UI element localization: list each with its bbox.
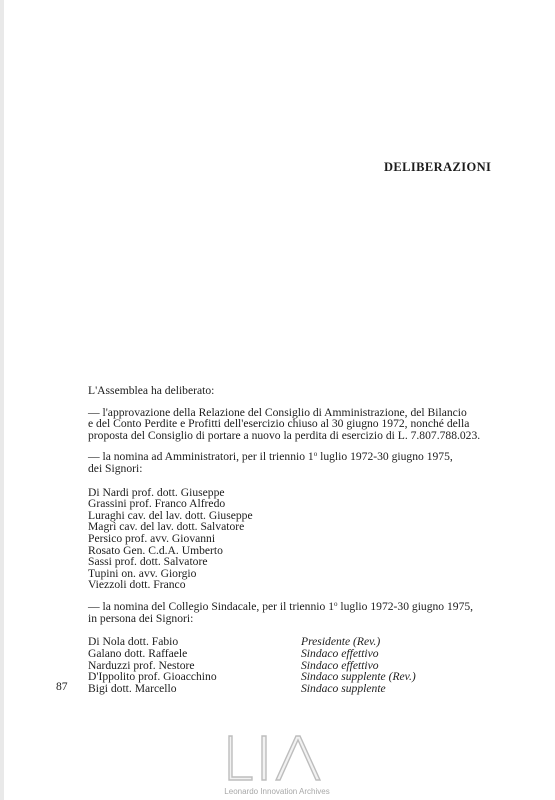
list-item xyxy=(88,683,488,695)
list-item: Viezzoli dott. Franco xyxy=(88,578,186,592)
paragraph-line: proposta del Consiglio di portare a nuovo la perdita di esercizio di L. 7.807.788.023. xyxy=(88,428,481,442)
paragraph-line: — l'approvazione della Relazione del Consiglio di Amministrazione, del Bilancio xyxy=(88,405,467,419)
list-item: Grassini prof. Franco Alfredo xyxy=(88,497,226,511)
directors-list xyxy=(88,487,488,591)
list-item: Luraghi cav. del lav. dott. Giuseppe xyxy=(88,508,253,522)
auditor-role: Sindaco effettivo xyxy=(301,646,379,660)
list-item: Persico prof. avv. Giovanni xyxy=(88,531,216,545)
auditor-name: Bigi dott. Marcello xyxy=(88,682,177,696)
paragraph-line: dei Signori: xyxy=(88,461,143,475)
list-item: Rosato Gen. C.d.A. Umberto xyxy=(88,543,223,557)
auditor-role: Sindaco supplente (Rev.) xyxy=(301,670,416,684)
paragraph-directors xyxy=(88,451,488,474)
paragraph-line: — la nomina ad Amministratori, per il triennio 1$^o$ luglio 1972-30 giugno 1975, xyxy=(88,450,453,464)
auditor-name: Di Nola dott. Fabio xyxy=(88,635,179,649)
paragraph-auditors xyxy=(88,601,488,624)
auditor-role: Sindaco effettivo xyxy=(301,658,379,672)
page-number: 87 xyxy=(56,680,68,693)
lia-logo-icon xyxy=(229,736,320,780)
page-title: DELIBERAZIONI xyxy=(384,160,492,174)
list-item xyxy=(88,648,488,660)
auditor-name: Galano dott. Raffaele xyxy=(88,646,188,660)
intro-text: L'Assemblea ha deliberato: xyxy=(88,384,215,397)
lia-caption: Leonardo Innovation Archives xyxy=(224,787,330,796)
lia-watermark-logo xyxy=(0,728,555,800)
list-item: Di Nardi prof. dott. Giuseppe xyxy=(88,485,225,499)
auditor-name: D'Ippolito prof. Gioacchino xyxy=(88,670,217,684)
deliberations-body xyxy=(88,385,488,706)
auditors-list xyxy=(88,636,488,706)
auditor-name: Narduzzi prof. Nestore xyxy=(88,658,195,672)
list-item: Tupini on. avv. Giorgio xyxy=(88,566,197,580)
paragraph-line: in persona dei Signori: xyxy=(88,611,194,625)
paragraph-line: e del Conto Perdite e Profitti dell'esercizio chiuso al 30 giugno 1972, nonché della xyxy=(88,417,470,431)
list-item: Sassi prof. dott. Salvatore xyxy=(88,555,208,569)
page-edge xyxy=(0,0,4,800)
paragraph-approval xyxy=(88,407,488,442)
paragraph-line: — la nomina del Collegio Sindacale, per il triennio 1$^o$ luglio 1972-30 giugno 1975, xyxy=(88,599,474,613)
auditor-role: Presidente (Rev.) xyxy=(301,635,381,649)
list-item: Magrì cav. del lav. dott. Salvatore xyxy=(88,520,245,534)
auditor-role: Sindaco supplente xyxy=(301,682,386,696)
